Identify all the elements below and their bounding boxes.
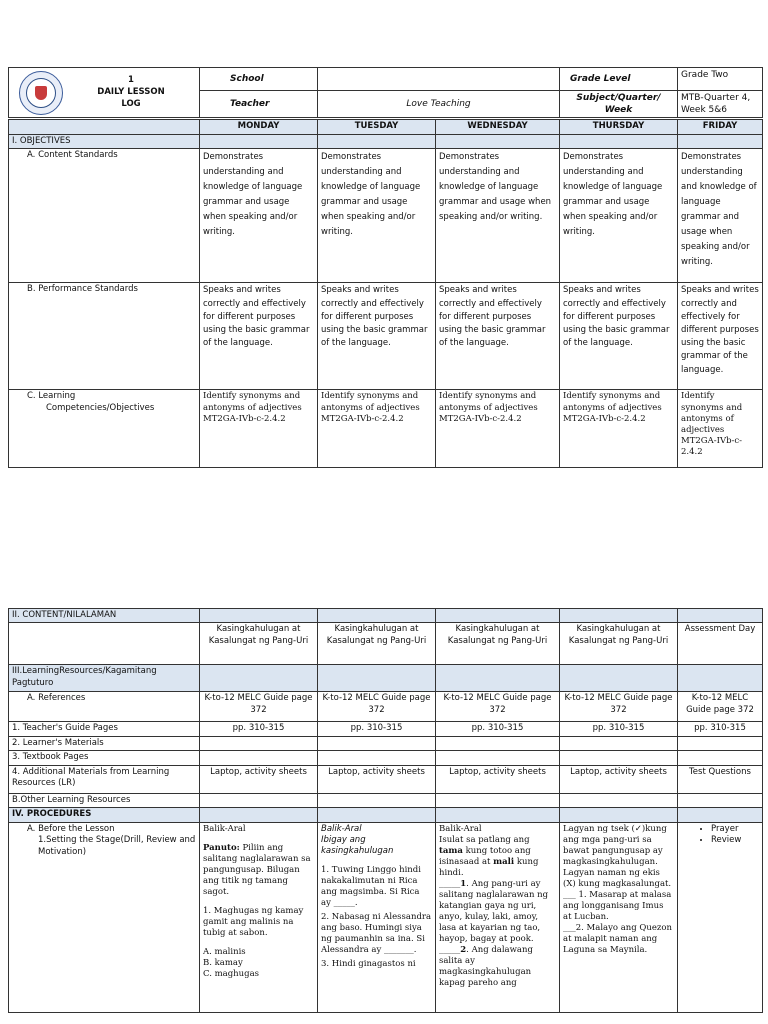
thu-item-2: ___2. Malayo ang Quezon at malapit naman ang Laguna sa Maynila. <box>563 923 672 956</box>
lesson-log-top-table <box>8 67 763 118</box>
mon-choice-c: C. maghugas <box>203 969 259 980</box>
mon-title: Balik-Aral <box>203 823 246 834</box>
resources-heading: III.LearningResources/Kagamitang Pagtuturo <box>9 665 200 692</box>
content-friday: Assessment Day <box>678 623 763 665</box>
deped-seal-icon <box>19 71 63 115</box>
thu-item-1: ___ 1. Masarap at malasa ang longganisang Imus at Lucban. <box>563 890 672 923</box>
tue-item-1: 1. Tuwing Linggo hindi nakakalimutan ni Rica ang magsimba. Si Rica ay _____. <box>321 864 421 909</box>
mon-panuto-label: Panuto: <box>203 842 240 853</box>
competency-friday: Identify synonyms and antonyms of adjectives MT2GA-IVb-c-2.4.2 <box>678 390 763 468</box>
references-friday: K-to-12 MELC Guide page 372 <box>678 692 763 722</box>
additional-materials-tuesday: Laptop, activity sheets <box>318 765 436 793</box>
procedure-monday <box>200 822 318 1012</box>
tg-pages-wednesday: pp. 310-315 <box>436 722 560 736</box>
log-title-cell <box>9 68 200 118</box>
other-resources-label: B.Other Learning Resources <box>9 793 200 807</box>
mon-choice-a: A. malinis <box>203 947 246 958</box>
wed-item-2-text: . Ang dalawang salita ay magkasingkahulugan kapag pareho ang <box>439 945 533 989</box>
additional-materials-thursday: Laptop, activity sheets <box>560 765 678 793</box>
performance-standards-friday: Speaks and writes correctly and effectively for different purposes using the basic grammar of the language. <box>678 283 763 390</box>
competencies-label-line2: Competencies/Objectives <box>46 402 155 413</box>
performance-standards-thursday: Speaks and writes correctly and effectively for different purposes using the basic grammar of the language. <box>560 283 678 390</box>
performance-standards-monday: Speaks and writes correctly and effectively for different purposes using the basic grammar of the language. <box>200 283 318 390</box>
grade-level-value: Grade Two <box>678 68 763 91</box>
wed-intro-a: Isulat sa patlang ang <box>439 834 530 845</box>
additional-materials-monday: Laptop, activity sheets <box>200 765 318 793</box>
wed-mali: mali <box>493 856 515 867</box>
content-standards-wednesday: Demonstrates understanding and knowledge of language grammar and usage when speaking and/or writing. <box>436 149 560 283</box>
tue-item-2: 2. Nabasag ni Alessandra ang baso. Humingi siya ng paumanhin sa ina. Si Alessandra ay _______. <box>321 912 432 956</box>
procedure-wednesday <box>436 822 560 1012</box>
references-label: A. References <box>9 692 200 722</box>
competency-monday: Identify synonyms and antonyms of adjectives MT2GA-IVb-c-2.4.2 <box>200 390 318 468</box>
tg-pages-monday: pp. 310-315 <box>200 722 318 736</box>
wed-title: Balik-Aral <box>439 823 482 834</box>
wed-item-1-number: 1 <box>460 879 467 890</box>
content-monday: Kasingkahulugan at Kasalungat ng Pang-Uri <box>200 623 318 665</box>
textbook-pages-label: 3. Textbook Pages <box>9 751 200 765</box>
tg-pages-tuesday: pp. 310-315 <box>318 722 436 736</box>
procedure-friday <box>678 822 763 1012</box>
tue-subtitle: Ibigay ang kasingkahulugan <box>321 834 394 856</box>
subject-label: Subject/Quarter/ Week <box>560 91 678 118</box>
competency-wednesday: Identify synonyms and antonyms of adjectives MT2GA-IVb-c-2.4.2 <box>436 390 560 468</box>
wed-item-2-number: 2 <box>460 945 467 956</box>
mon-item-1: 1. Maghugas ng kamay gamit ang malinis na tubig at sabon. <box>203 906 304 939</box>
tg-pages-friday: pp. 310-315 <box>678 722 763 736</box>
performance-standards-tuesday: Speaks and writes correctly and effectively for different purposes using the basic grammar of the language. <box>318 283 436 390</box>
school-value <box>318 68 560 91</box>
references-monday: K-to-12 MELC Guide page 372 <box>200 692 318 722</box>
references-tuesday: K-to-12 MELC Guide page 372 <box>318 692 436 722</box>
tg-pages-thursday: pp. 310-315 <box>560 722 678 736</box>
additional-materials-friday: Test Questions <box>678 765 763 793</box>
friday-activity-prayer: • Prayer <box>711 824 759 835</box>
day-header-friday: FRIDAY <box>678 120 763 135</box>
wed-tama: tama <box>439 845 463 856</box>
content-standards-monday: Demonstrates understanding and knowledge of language grammar and usage when speaking and/or writing. <box>200 149 318 283</box>
objectives-table <box>8 119 763 468</box>
thu-intro: Lagyan ng tsek (✓)kung ang mga pang-uri sa bawat pangungusap ay magkasingkahulugan. Lagyan naman ng ekis (X) kung magkasalungat. <box>563 823 672 890</box>
wed-item-1-blank: _____ <box>439 879 461 890</box>
learners-materials-label: 2. Learner's Materials <box>9 736 200 750</box>
mon-panuto-text: Piliin ang salitang naglalarawan sa pangungusap. Bilugan ang titik ng tamang sagot. <box>203 842 311 898</box>
tue-item-3: 3. Hindi ginagastos ni <box>321 959 416 970</box>
setting-stage-label: 1.Setting the Stage(Drill, Review and Motivation) <box>38 835 196 857</box>
tue-title: Balik-Aral <box>321 823 362 834</box>
procedure-thursday <box>560 822 678 1012</box>
log-number: 1 <box>128 74 134 85</box>
before-lesson-title: A. Before the Lesson <box>27 823 115 834</box>
competency-tuesday: Identify synonyms and antonyms of adjectives MT2GA-IVb-c-2.4.2 <box>318 390 436 468</box>
wed-intro-b: kung totoo ang isinasaad at <box>439 845 531 867</box>
grade-level-label: Grade Level <box>560 68 678 91</box>
log-title: DAILY LESSON LOG <box>97 86 165 109</box>
before-lesson-label <box>9 822 200 1012</box>
teacher-value: Love Teaching <box>318 91 560 118</box>
procedure-tuesday <box>318 822 436 1012</box>
friday-activity-review: • Review <box>711 835 759 846</box>
references-wednesday: K-to-12 MELC Guide page 372 <box>436 692 560 722</box>
competency-thursday: Identify synonyms and antonyms of adjectives MT2GA-IVb-c-2.4.2 <box>560 390 678 468</box>
wed-item-1-text: . Ang pang-uri ay salitang naglalarawan ng katangian gaya ng uri, anyo, kulay, laki, amoy, lasa at kayarian ng tao, hayop, bagay at pook. <box>439 879 549 945</box>
day-header-thursday: THURSDAY <box>560 120 678 135</box>
wed-item-2-blank: _____ <box>439 945 461 956</box>
references-thursday: K-to-12 MELC Guide page 372 <box>560 692 678 722</box>
competencies-label-line1: C. Learning <box>27 391 76 402</box>
day-header-wednesday: WEDNESDAY <box>436 120 560 135</box>
friday-activity-list <box>681 824 759 847</box>
school-label: School <box>200 68 318 91</box>
lesson-log-bottom-table <box>8 608 763 1013</box>
additional-materials-wednesday: Laptop, activity sheets <box>436 765 560 793</box>
content-thursday: Kasingkahulugan at Kasalungat ng Pang-Uri <box>560 623 678 665</box>
performance-standards-label: B. Performance Standards <box>9 283 200 390</box>
performance-standards-wednesday: Speaks and writes correctly and effectively for different purposes using the basic grammar of the language. <box>436 283 560 390</box>
content-heading: II. CONTENT/NILALAMAN <box>9 609 200 623</box>
content-standards-thursday: Demonstrates understanding and knowledge of language grammar and usage when speaking and/or writing. <box>560 149 678 283</box>
content-standards-label: A. Content Standards <box>9 149 200 283</box>
content-wednesday: Kasingkahulugan at Kasalungat ng Pang-Uri <box>436 623 560 665</box>
teachers-guide-label: 1. Teacher's Guide Pages <box>9 722 200 736</box>
day-header-monday: MONDAY <box>200 120 318 135</box>
wed-intro-c: kung hindi. <box>439 856 539 878</box>
teacher-label: Teacher <box>200 91 318 118</box>
content-standards-tuesday: Demonstrates understanding and knowledge of language grammar and usage when speaking and/or writing. <box>318 149 436 283</box>
content-tuesday: Kasingkahulugan at Kasalungat ng Pang-Uri <box>318 623 436 665</box>
day-header-tuesday: TUESDAY <box>318 120 436 135</box>
competencies-label <box>9 390 200 468</box>
mon-choice-b: B. kamay <box>203 958 243 969</box>
subject-value: MTB-Quarter 4, Week 5&6 <box>678 91 763 118</box>
content-standards-friday: Demonstrates understanding and knowledge of language grammar and usage when speaking and/or writing. <box>678 149 763 283</box>
procedures-heading: IV. PROCEDURES <box>9 808 200 822</box>
objectives-heading: I. OBJECTIVES <box>9 135 200 149</box>
additional-materials-label: 4. Additional Materials from Learning Resources (LR) <box>9 765 200 793</box>
